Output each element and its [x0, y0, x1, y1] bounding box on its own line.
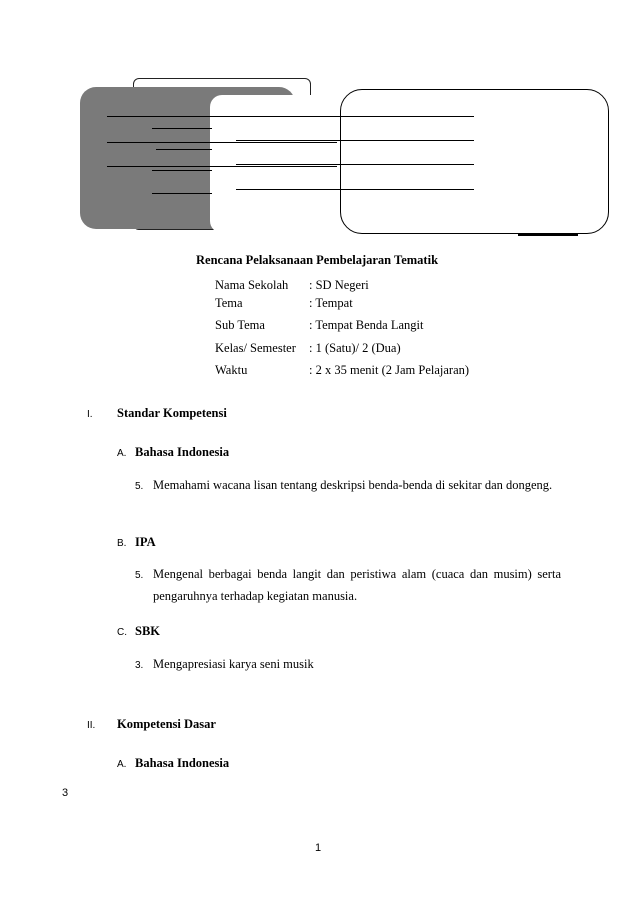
section-heading: Standar Kompetensi [117, 406, 227, 420]
subsection-title: SBK [135, 624, 161, 638]
item-number: 3. [135, 660, 144, 671]
header-line [107, 142, 337, 143]
info-label: Sub Tema [215, 318, 265, 332]
header-line [152, 128, 212, 129]
item-text: Mengapresiasi karya seni musik [153, 657, 314, 671]
subsection-letter: A. [117, 759, 127, 770]
header-line [236, 189, 474, 190]
item-number: 5. [135, 570, 144, 581]
info-value: : Tempat Benda Langit [309, 318, 424, 332]
info-value: : 1 (Satu)/ 2 (Dua) [309, 341, 401, 355]
header-line [152, 193, 212, 194]
header-line [518, 234, 578, 236]
header-line [236, 116, 474, 117]
header-line [152, 170, 212, 171]
info-label: Nama Sekolah [215, 278, 289, 292]
info-label: Tema [215, 296, 243, 310]
subsection-letter: C. [117, 627, 127, 638]
header-line [107, 166, 337, 167]
document-title: Rencana Pelaksanaan Pembelajaran Tematik [196, 253, 439, 267]
info-value: : SD Negeri [309, 278, 369, 292]
section-numeral: I. [87, 409, 93, 420]
header-line [236, 164, 474, 165]
section-numeral: II. [87, 720, 96, 731]
subsection-title: IPA [135, 535, 156, 549]
info-value: : Tempat [309, 296, 353, 310]
info-label: Kelas/ Semester [215, 341, 296, 355]
subsection-title: Bahasa Indonesia [135, 756, 230, 770]
header-line [236, 140, 474, 141]
subsection-letter: A. [117, 448, 127, 459]
subsection-title: Bahasa Indonesia [135, 445, 230, 459]
margin-number: 3 [62, 787, 69, 799]
info-value: : 2 x 35 menit (2 Jam Pelajaran) [309, 363, 470, 377]
subsection-letter: B. [117, 538, 127, 549]
info-label: Waktu [215, 363, 248, 377]
item-number: 5. [135, 481, 144, 492]
header-rounded-box [340, 89, 609, 234]
section-heading: Kompetensi Dasar [117, 717, 216, 731]
item-text: Mengenal berbagai benda langit dan peristiwa alam (cuaca dan musim) serta pengaruhnya terhadap kegiatan manusia. [153, 567, 561, 603]
item-text: Memahami wacana lisan tentang deskripsi benda-benda di sekitar dan dongeng. [153, 478, 553, 492]
header-line [156, 149, 212, 150]
page-number: 1 [315, 842, 322, 854]
